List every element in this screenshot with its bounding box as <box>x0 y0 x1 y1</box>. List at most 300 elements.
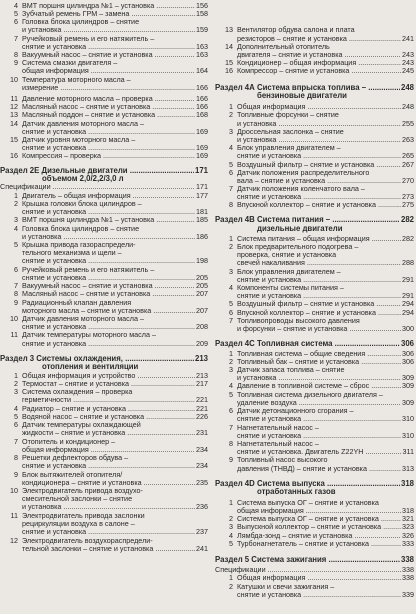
toc-entry <box>215 300 416 308</box>
entry-title: отработанных газов <box>257 488 336 496</box>
page-number: 243 <box>402 51 414 59</box>
toc-entry <box>0 18 210 26</box>
page-number: 159 <box>196 26 208 34</box>
toc-entry <box>0 225 210 233</box>
entry-number: 9 <box>14 299 18 307</box>
page-number: 288 <box>402 259 414 267</box>
page-number: 166 <box>196 103 208 111</box>
page-number: 226 <box>196 413 208 421</box>
toc-entry <box>0 462 210 470</box>
entry-number: 16 <box>225 67 233 75</box>
page-number: 243 <box>402 59 414 67</box>
toc-entry <box>215 574 416 582</box>
page-number: 207 <box>196 290 208 298</box>
toc-entry <box>215 591 416 599</box>
entry-number: 5 <box>14 10 18 18</box>
toc-entry <box>0 380 210 388</box>
entry-title: снятие и установка ..... <box>237 292 402 300</box>
entry-number: 2 <box>14 380 18 388</box>
entry-title: Двигатель – общая информация ..... <box>22 192 196 200</box>
entry-number: 12 <box>10 103 18 111</box>
toc-entry <box>215 152 416 160</box>
page-number: 310 <box>402 415 414 423</box>
toc-entry <box>0 192 210 200</box>
toc-entry <box>0 537 210 545</box>
entry-title: Нагнетательный насос – <box>237 440 319 448</box>
toc-entry <box>0 545 210 553</box>
section-heading <box>0 167 210 175</box>
entry-title: и установка ..... <box>237 120 402 128</box>
entry-title: Решетки дефлекторов обдува – <box>22 454 129 462</box>
entry-title: Термостат – снятие и установка ..... <box>22 380 196 388</box>
page-number: 313 <box>402 465 414 473</box>
toc-entry <box>215 317 416 325</box>
page-number: 241 <box>196 545 208 553</box>
toc-entry <box>215 169 416 177</box>
entry-number: 2 <box>14 200 18 208</box>
toc-entry <box>0 59 210 67</box>
entry-title: измерение ..... <box>22 84 196 92</box>
entry-title: Топливная система – общие сведения ..... <box>237 350 402 358</box>
page-number: 248 <box>402 103 414 111</box>
entry-number: 11 <box>10 331 18 339</box>
entry-title: Раздел 4D Система выпуска ..... <box>215 480 400 488</box>
page-number: 169 <box>196 128 208 136</box>
entry-number: 8 <box>14 454 18 462</box>
page-number: 237 <box>196 528 208 536</box>
section-heading <box>215 340 416 348</box>
section-heading <box>215 480 416 488</box>
entry-title: отопления и вентиляции <box>42 363 139 371</box>
toc-entry <box>0 503 210 511</box>
toc-entry <box>215 391 416 399</box>
toc-entry <box>215 235 416 243</box>
entry-title: Зубчатый ремень ГРМ – замена ..... <box>22 10 196 18</box>
page-number: 294 <box>402 309 414 317</box>
toc-entry <box>0 299 210 307</box>
page-number: 323 <box>402 523 414 531</box>
entry-title: Топливная система дизельного двигателя – <box>237 391 383 399</box>
entry-number: 11 <box>10 95 18 103</box>
toc-entry <box>0 429 210 437</box>
entry-number: 13 <box>225 26 233 34</box>
entry-number: 6 <box>229 169 233 177</box>
page-number: 208 <box>196 323 208 331</box>
toc-entry <box>215 309 416 317</box>
entry-title: давления (ТНВД) – снятие и установка ..... <box>237 465 402 473</box>
page-number: 234 <box>196 462 208 470</box>
page-number: 306 <box>402 358 414 366</box>
entry-number: 4 <box>229 382 233 390</box>
entry-number: 1 <box>229 103 233 111</box>
entry-title: Общая информация ..... <box>237 574 402 582</box>
page-number: 207 <box>196 307 208 315</box>
entry-number: 4 <box>229 532 233 540</box>
page-number: 231 <box>196 429 208 437</box>
entry-title: герметичности ..... <box>22 396 196 404</box>
entry-number: 14 <box>10 120 18 128</box>
entry-number: 8 <box>14 290 18 298</box>
entry-title: Топливные форсунки – снятие <box>237 111 339 119</box>
entry-title: снятие и установка ..... <box>22 528 196 536</box>
entry-number: 11 <box>10 512 18 520</box>
page-number: 282 <box>400 216 414 224</box>
entry-title: объемом 2,0/2,2/3,0 л <box>42 175 124 183</box>
entry-number: 6 <box>229 407 233 415</box>
entry-title: снятие и установка ..... <box>22 462 196 470</box>
page-number: 294 <box>402 300 414 308</box>
toc-entry <box>215 523 416 531</box>
page-number: 186 <box>196 233 208 241</box>
toc-entry <box>0 51 210 59</box>
entry-title: снятие и установка ..... <box>237 276 402 284</box>
toc-entry <box>0 421 210 429</box>
entry-title: снятие и установка ..... <box>237 193 402 201</box>
entry-number: 7 <box>229 185 233 193</box>
page-number: 185 <box>196 216 208 224</box>
page-number: 198 <box>196 257 208 265</box>
page-number: 171 <box>194 167 208 175</box>
toc-entry <box>0 208 210 216</box>
entry-title: проверка, снятие и установка <box>237 251 337 259</box>
page-number: 265 <box>402 152 414 160</box>
entry-title: Общая информация и устройство ..... <box>22 372 196 380</box>
entry-number: 5 <box>14 241 18 249</box>
entry-title: Компоненты системы питания – <box>237 284 344 292</box>
entry-title: Раздел 2E Дизельные двигатели ..... <box>0 167 194 175</box>
entry-number: 3 <box>229 128 233 136</box>
page-number: 339 <box>402 591 414 599</box>
entry-title: Электродвигатель воздухораспредели- <box>22 537 153 545</box>
entry-title: снятие и установка ..... <box>22 128 196 136</box>
page-number: 306 <box>402 350 414 358</box>
toc-entry <box>0 120 210 128</box>
entry-number: 5 <box>229 540 233 548</box>
entry-title: и установка ..... <box>22 26 196 34</box>
entry-title: снятие и установка ..... <box>22 340 196 348</box>
page-number: 273 <box>402 193 414 201</box>
page-number: 234 <box>196 446 208 454</box>
toc-entry <box>215 456 416 464</box>
toc-entry <box>0 495 210 503</box>
entry-number: 2 <box>229 583 233 591</box>
toc-entry <box>0 413 210 421</box>
entry-title: Датчик положения коленчатого вала – <box>237 185 365 193</box>
toc-entry <box>215 325 416 333</box>
entry-title: Ручейковый ремень и его натяжитель – <box>22 266 155 274</box>
toc-entry <box>0 290 210 298</box>
page-number: 221 <box>196 405 208 413</box>
toc-entry <box>215 120 416 128</box>
entry-number: 16 <box>10 152 18 160</box>
toc-entry <box>0 323 210 331</box>
entry-title: Спецификации ..... <box>215 566 402 574</box>
page-number: 209 <box>196 340 208 348</box>
entry-number: 3 <box>229 523 233 531</box>
entry-number: 13 <box>10 111 18 119</box>
toc-entry <box>215 366 416 374</box>
section-heading <box>215 556 416 564</box>
entry-number: 10 <box>10 315 18 323</box>
page-number: 270 <box>402 177 414 185</box>
toc-entry <box>215 35 416 43</box>
entry-number: 3 <box>14 216 18 224</box>
page-number: 333 <box>402 540 414 548</box>
entry-title: Дополнительный отопитель <box>237 43 330 51</box>
entry-number: 10 <box>10 76 18 84</box>
entry-number: 7 <box>14 438 18 446</box>
page-number: 309 <box>402 374 414 382</box>
page-number: 241 <box>402 35 414 43</box>
toc-entry <box>215 259 416 267</box>
toc-entry <box>0 340 210 348</box>
toc-entry <box>215 144 416 152</box>
toc-entry <box>215 201 416 209</box>
page-number: 306 <box>400 340 414 348</box>
toc-entry <box>0 95 210 103</box>
entry-title: Спецификации ..... <box>0 183 196 191</box>
toc-entry <box>0 512 210 520</box>
entry-title: Вентилятор обдува салона и плата <box>237 26 355 34</box>
toc-entry <box>215 243 416 251</box>
page-number: 213 <box>194 355 208 363</box>
entry-number: 4 <box>14 225 18 233</box>
toc-entry <box>215 540 416 548</box>
entry-number: 8 <box>229 440 233 448</box>
toc-entry <box>0 111 210 119</box>
entry-title: и установка ..... <box>22 233 196 241</box>
toc-entry <box>0 479 210 487</box>
entry-number: 1 <box>14 192 18 200</box>
toc-entry <box>215 67 416 75</box>
entry-title: Блок управления двигателем – <box>237 144 341 152</box>
entry-title: Радиатор – снятие и установка ..... <box>22 405 196 413</box>
section-heading <box>215 84 416 92</box>
entry-title: Компрессор – снятие и установка ..... <box>237 67 402 75</box>
entry-title: Топливный насос высокого <box>237 456 328 464</box>
toc-entry <box>215 440 416 448</box>
entry-number: 3 <box>14 388 18 396</box>
entry-number: 7 <box>14 282 18 290</box>
entry-title: и установка ..... <box>237 136 402 144</box>
entry-title: Крышка привода газораспредели- <box>22 241 136 249</box>
entry-title: дизельные двигатели <box>257 225 343 233</box>
toc-entry <box>0 216 210 224</box>
entry-title: Воздушный фильтр – снятие и установка ..... <box>237 161 402 169</box>
entry-title: снятие и установка ..... <box>22 274 196 282</box>
page-number: 310 <box>402 432 414 440</box>
toc-entry <box>0 528 210 536</box>
toc-entry <box>215 111 416 119</box>
toc-entry <box>0 2 210 10</box>
entry-number: 14 <box>225 43 233 51</box>
page-number: 245 <box>402 67 414 75</box>
entry-title: снятие и установка ..... <box>22 323 196 331</box>
page-number: 164 <box>196 67 208 75</box>
page-number: 168 <box>196 111 208 119</box>
entry-number: 2 <box>229 515 233 523</box>
page-number: 236 <box>196 503 208 511</box>
toc-entry <box>215 350 416 358</box>
entry-title: Отопитель и кондиционер – <box>22 438 116 446</box>
entry-number: 9 <box>229 456 233 464</box>
toc-entry <box>215 177 416 185</box>
toc-entry <box>0 520 210 528</box>
entry-title: Головка блока цилиндров – снятие <box>22 225 140 233</box>
toc-entry <box>215 276 416 284</box>
section-heading <box>215 225 416 233</box>
entry-title: свечей накаливания ..... <box>237 259 402 267</box>
entry-title: Датчик давления моторного масла – <box>22 315 144 323</box>
toc-entry <box>215 26 416 34</box>
entry-title: Компрессия – проверка ..... <box>22 152 196 160</box>
entry-title: Электродвигатель привода воздухо- <box>22 487 143 495</box>
page-number: 181 <box>196 208 208 216</box>
page-number: 213 <box>196 372 208 380</box>
entry-title: снятие и установка ..... <box>237 152 402 160</box>
entry-title: Нагнетательный насос – <box>237 424 319 432</box>
entry-number: 3 <box>229 366 233 374</box>
section-heading <box>215 216 416 224</box>
page-number: 309 <box>402 382 414 390</box>
page-number: 309 <box>402 399 414 407</box>
entry-number: 8 <box>229 201 233 209</box>
entry-title: бензиновые двигатели <box>257 92 347 100</box>
entry-number: 4 <box>14 2 18 10</box>
entry-title: общая информация ..... <box>22 67 196 75</box>
page-number: 221 <box>196 396 208 404</box>
toc-entry <box>215 382 416 390</box>
entry-title: снятие и установка ..... <box>237 432 402 440</box>
entry-number: 7 <box>14 35 18 43</box>
toc-entry <box>0 388 210 396</box>
entry-number: 5 <box>229 161 233 169</box>
toc-entry <box>215 43 416 51</box>
toc-entry <box>0 10 210 18</box>
entry-title: Система охлаждения – проверка <box>22 388 133 396</box>
page-number: 166 <box>196 84 208 92</box>
page-number: 338 <box>400 556 414 564</box>
entry-title: тельного механизма и щели – <box>22 249 122 257</box>
section-heading <box>0 355 210 363</box>
entry-title: Воздушный фильтр – снятие и установка ..... <box>237 300 402 308</box>
toc-entry <box>215 499 416 507</box>
toc-entry <box>215 448 416 456</box>
entry-title: и установка ..... <box>237 374 402 382</box>
entry-number: 6 <box>14 421 18 429</box>
toc-entry <box>0 76 210 84</box>
entry-title: Впускной коллектор – снятие и установка ..... <box>237 201 402 209</box>
entry-number: 12 <box>10 537 18 545</box>
entry-title: Кондиционер – общая информация ..... <box>237 59 402 67</box>
section-heading <box>0 363 210 371</box>
entry-title: резисторов – снятие и установка ..... <box>237 35 402 43</box>
entry-title: ВМТ поршня цилиндра №1 – установка ..... <box>22 216 196 224</box>
page-number: 169 <box>196 144 208 152</box>
page-number: 338 <box>402 574 414 582</box>
entry-title: Вакуумный насос – снятие и установка ..... <box>22 282 196 290</box>
entry-number: 9 <box>14 59 18 67</box>
toc-entry <box>0 67 210 75</box>
entry-number: 6 <box>229 309 233 317</box>
toc-entry <box>215 424 416 432</box>
toc-entry <box>0 35 210 43</box>
page-number: 156 <box>196 2 208 10</box>
toc-entry <box>215 268 416 276</box>
entry-title: Система выпуска ОГ – снятие и установка ..... <box>237 515 402 523</box>
entry-title: Раздел 4С Топливная система ..... <box>215 340 400 348</box>
entry-number: 1 <box>14 372 18 380</box>
entry-number: 2 <box>229 111 233 119</box>
entry-title: общая информация ..... <box>22 446 196 454</box>
entry-title: снятие и установка ..... <box>22 43 196 51</box>
entry-title: кондиционера – снятие и установка ..... <box>22 479 196 487</box>
toc-entry <box>0 241 210 249</box>
page-number: 263 <box>402 136 414 144</box>
entry-title: Датчик давления моторного масла – <box>22 120 144 128</box>
entry-title: снятие и установка ..... <box>237 415 402 423</box>
toc-entry <box>0 438 210 446</box>
toc-entry <box>0 233 210 241</box>
entry-title: смесительной заслонки – снятие <box>22 495 133 503</box>
toc-entry <box>215 465 416 473</box>
page-number: 205 <box>196 282 208 290</box>
entry-title: рециркуляции воздуха в салоне – <box>22 520 135 528</box>
toc-entry <box>0 84 210 92</box>
section-heading <box>0 175 210 183</box>
entry-title: общая информация ..... <box>237 507 402 515</box>
page-number: 166 <box>196 95 208 103</box>
page-number: 158 <box>196 10 208 18</box>
toc-entry <box>215 566 416 574</box>
entry-number: 5 <box>229 391 233 399</box>
entry-number: 4 <box>229 144 233 152</box>
entry-title: удаление воздуха ..... <box>237 399 402 407</box>
entry-title: Система питания – общая информация ..... <box>237 235 402 243</box>
toc-entry <box>215 284 416 292</box>
toc-entry <box>0 471 210 479</box>
page-number: 291 <box>402 292 414 300</box>
entry-title: и форсунки – снятие и установка ..... <box>237 325 402 333</box>
page-number: 326 <box>402 532 414 540</box>
page-number: 282 <box>402 235 414 243</box>
page-number: 169 <box>196 152 208 160</box>
toc-entry <box>215 399 416 407</box>
page-number: 255 <box>402 120 414 128</box>
entry-title: Масляный поддон – снятие и установка ..... <box>22 111 196 119</box>
page-number: 163 <box>196 51 208 59</box>
toc-entry <box>215 51 416 59</box>
entry-title: Турбонагнетатель – снятие и установка ..... <box>237 540 402 548</box>
entry-number: 4 <box>229 284 233 292</box>
entry-number: 4 <box>14 405 18 413</box>
entry-title: Вакуумный насос – снятие и установка ..... <box>22 51 196 59</box>
entry-title: Электродвигатель привода заслонки <box>22 512 145 520</box>
entry-title: Температура моторного масла – <box>22 76 131 84</box>
entry-title: Раздел 4А Система впрыска топлива – ..... <box>215 84 400 92</box>
entry-title: Датчик уровня моторного масла – <box>22 136 136 144</box>
toc-entry <box>0 200 210 208</box>
page-number: 177 <box>196 192 208 200</box>
toc-entry <box>0 43 210 51</box>
toc-entry <box>215 374 416 382</box>
toc-entry <box>0 274 210 282</box>
entry-title: Давление моторного масла – проверка ..... <box>22 95 196 103</box>
entry-title: снятие и установка ..... <box>22 257 196 265</box>
toc-entry <box>215 59 416 67</box>
toc-entry <box>0 307 210 315</box>
toc-entry <box>0 372 210 380</box>
